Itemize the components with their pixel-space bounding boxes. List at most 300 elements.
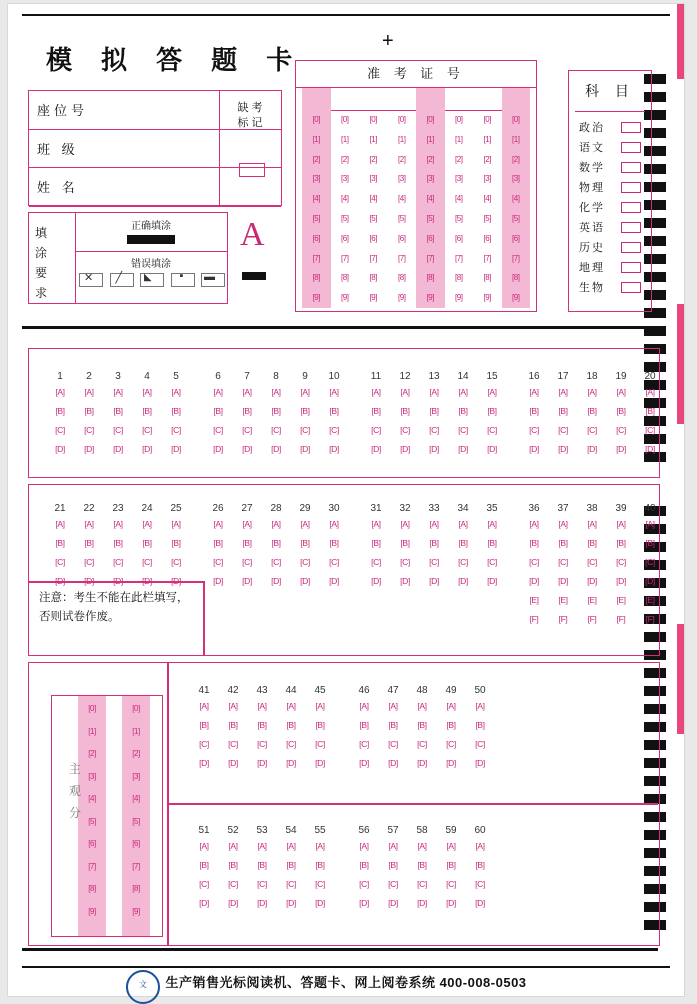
- exam-number-bubble[interactable]: [5]: [341, 213, 349, 223]
- answer-bubble[interactable]: [D]: [558, 444, 568, 454]
- answer-bubble[interactable]: [D]: [199, 758, 209, 768]
- exam-number-bubble[interactable]: [5]: [455, 213, 463, 223]
- exam-number-bubble[interactable]: [6]: [512, 233, 520, 243]
- answer-bubble[interactable]: [C]: [558, 425, 568, 435]
- exam-number-bubble[interactable]: [7]: [512, 253, 520, 263]
- answer-bubble[interactable]: [D]: [446, 898, 456, 908]
- answer-bubble[interactable]: [F]: [645, 614, 655, 624]
- answer-bubble[interactable]: [C]: [300, 557, 310, 567]
- answer-bubble[interactable]: [B]: [388, 860, 398, 870]
- answer-bubble[interactable]: [B]: [242, 406, 252, 416]
- exam-number-bubble[interactable]: [6]: [426, 233, 434, 243]
- answer-bubble[interactable]: [B]: [55, 406, 65, 416]
- exam-number-bubble[interactable]: [8]: [369, 273, 377, 283]
- exam-number-bubble[interactable]: [9]: [426, 293, 434, 303]
- answer-bubble[interactable]: [D]: [400, 444, 410, 454]
- exam-number-bubble[interactable]: [8]: [426, 273, 434, 283]
- answer-bubble[interactable]: [A]: [271, 519, 281, 529]
- answer-bubble[interactable]: [D]: [458, 576, 468, 586]
- answer-bubble[interactable]: [D]: [113, 444, 123, 454]
- exam-number-bubble[interactable]: [3]: [512, 174, 520, 184]
- subject-bubble[interactable]: [621, 162, 641, 173]
- answer-bubble[interactable]: [E]: [587, 595, 597, 605]
- answer-bubble[interactable]: [D]: [487, 576, 497, 586]
- exam-number-bubble[interactable]: [7]: [483, 253, 491, 263]
- answer-bubble[interactable]: [D]: [271, 444, 281, 454]
- subjective-bubble[interactable]: [9]: [132, 906, 140, 916]
- answer-bubble[interactable]: [A]: [171, 387, 181, 397]
- answer-bubble[interactable]: [B]: [400, 406, 410, 416]
- answer-bubble[interactable]: [C]: [171, 557, 181, 567]
- exam-number-bubble[interactable]: [0]: [369, 115, 377, 124]
- subjective-bubble[interactable]: [4]: [132, 794, 140, 803]
- exam-number-bubble[interactable]: [9]: [341, 293, 349, 303]
- exam-number-column[interactable]: [302, 110, 331, 308]
- answer-bubble[interactable]: [B]: [286, 720, 296, 730]
- answer-bubble[interactable]: [B]: [616, 538, 626, 548]
- answer-bubble[interactable]: [D]: [213, 444, 223, 454]
- exam-number-bubble[interactable]: [0]: [512, 115, 520, 124]
- subjective-bubble[interactable]: [1]: [132, 726, 140, 736]
- answer-bubble[interactable]: [F]: [529, 614, 539, 624]
- answer-bubble[interactable]: [D]: [587, 444, 597, 454]
- answer-bubble[interactable]: [A]: [487, 387, 497, 397]
- answer-bubble[interactable]: [C]: [645, 425, 655, 435]
- answer-bubble[interactable]: [A]: [359, 841, 369, 851]
- exam-number-bubble[interactable]: [2]: [512, 154, 520, 164]
- answer-bubble[interactable]: [A]: [558, 387, 568, 397]
- answer-bubble[interactable]: [A]: [142, 519, 152, 529]
- answer-bubble[interactable]: [C]: [458, 425, 468, 435]
- answer-bubble[interactable]: [C]: [300, 425, 310, 435]
- answer-bubble[interactable]: [B]: [587, 538, 597, 548]
- answer-bubble[interactable]: [D]: [286, 758, 296, 768]
- exam-number-bubble[interactable]: [4]: [512, 194, 520, 204]
- answer-bubble[interactable]: [A]: [213, 519, 223, 529]
- answer-bubble[interactable]: [B]: [616, 406, 626, 416]
- answer-bubble[interactable]: [A]: [199, 701, 209, 711]
- answer-bubble[interactable]: [A]: [329, 387, 339, 397]
- subject-bubble[interactable]: [621, 202, 641, 213]
- subjective-bubble[interactable]: [1]: [88, 726, 96, 736]
- exam-number-bubble[interactable]: [4]: [312, 194, 320, 204]
- subjective-bubble[interactable]: [7]: [132, 861, 140, 871]
- exam-number-bubble[interactable]: [4]: [369, 194, 377, 204]
- answer-bubble[interactable]: [B]: [645, 538, 655, 548]
- answer-bubble[interactable]: [B]: [113, 538, 123, 548]
- answer-bubble[interactable]: [C]: [371, 557, 381, 567]
- answer-bubble[interactable]: [B]: [242, 538, 252, 548]
- answer-bubble[interactable]: [B]: [446, 860, 456, 870]
- exam-number-bubble[interactable]: [9]: [512, 293, 520, 303]
- answer-bubble[interactable]: [A]: [242, 387, 252, 397]
- answer-bubble[interactable]: [C]: [487, 425, 497, 435]
- exam-number-bubble[interactable]: [7]: [455, 253, 463, 263]
- exam-number-bubble[interactable]: [1]: [455, 134, 463, 144]
- answer-bubble[interactable]: [C]: [286, 879, 296, 889]
- answer-bubble[interactable]: [D]: [257, 898, 267, 908]
- exam-number-bubble[interactable]: [8]: [341, 273, 349, 283]
- exam-number-bubble[interactable]: [3]: [483, 174, 491, 184]
- answer-block-2[interactable]: [28, 484, 660, 656]
- exam-number-bubble[interactable]: [1]: [483, 134, 491, 144]
- answer-bubble[interactable]: [C]: [329, 425, 339, 435]
- exam-number-bubble[interactable]: [8]: [512, 273, 520, 283]
- answer-bubble[interactable]: [C]: [271, 557, 281, 567]
- answer-bubble[interactable]: [B]: [417, 860, 427, 870]
- absent-bubble[interactable]: [239, 163, 265, 177]
- answer-bubble[interactable]: [B]: [257, 720, 267, 730]
- answer-bubble[interactable]: [A]: [458, 519, 468, 529]
- answer-bubble[interactable]: [C]: [242, 557, 252, 567]
- answer-block-1[interactable]: [28, 348, 660, 478]
- exam-number-bubble[interactable]: [2]: [426, 154, 434, 164]
- answer-bubble[interactable]: [A]: [329, 519, 339, 529]
- answer-bubble[interactable]: [A]: [199, 841, 209, 851]
- exam-number-bubble[interactable]: [8]: [455, 273, 463, 283]
- answer-bubble[interactable]: [C]: [113, 557, 123, 567]
- answer-bubble[interactable]: [B]: [84, 406, 94, 416]
- answer-bubble[interactable]: [D]: [558, 576, 568, 586]
- answer-bubble[interactable]: [A]: [400, 387, 410, 397]
- answer-bubble[interactable]: [B]: [529, 538, 539, 548]
- answer-bubble[interactable]: [B]: [558, 406, 568, 416]
- answer-bubble[interactable]: [A]: [529, 387, 539, 397]
- answer-bubble[interactable]: [D]: [329, 444, 339, 454]
- subjective-bubble[interactable]: [3]: [132, 771, 140, 781]
- exam-number-bubble[interactable]: [1]: [398, 134, 406, 144]
- answer-bubble[interactable]: [A]: [271, 387, 281, 397]
- answer-bubble[interactable]: [D]: [242, 576, 252, 586]
- answer-bubble[interactable]: [A]: [558, 519, 568, 529]
- answer-bubble[interactable]: [F]: [587, 614, 597, 624]
- answer-bubble[interactable]: [C]: [228, 739, 238, 749]
- answer-bubble[interactable]: [B]: [400, 538, 410, 548]
- answer-bubble[interactable]: [B]: [487, 406, 497, 416]
- subjective-bubble[interactable]: [4]: [88, 794, 96, 803]
- answer-bubble[interactable]: [A]: [84, 387, 94, 397]
- subjective-score-box[interactable]: [51, 695, 163, 937]
- answer-bubble[interactable]: [D]: [616, 444, 626, 454]
- answer-bubble[interactable]: [A]: [213, 387, 223, 397]
- subject-bubble[interactable]: [621, 182, 641, 193]
- answer-bubble[interactable]: [D]: [228, 898, 238, 908]
- subjective-bubble[interactable]: [8]: [132, 884, 140, 893]
- answer-bubble[interactable]: [D]: [388, 758, 398, 768]
- answer-bubble[interactable]: [B]: [142, 538, 152, 548]
- answer-bubble[interactable]: [C]: [271, 425, 281, 435]
- exam-number-bubble[interactable]: [7]: [312, 253, 320, 263]
- answer-bubble[interactable]: [B]: [329, 538, 339, 548]
- answer-bubble[interactable]: [B]: [199, 720, 209, 730]
- answer-bubble[interactable]: [D]: [271, 576, 281, 586]
- exam-number-bubble[interactable]: [0]: [483, 115, 491, 124]
- answer-bubble[interactable]: [A]: [400, 519, 410, 529]
- answer-bubble[interactable]: [D]: [400, 576, 410, 586]
- answer-bubble[interactable]: [A]: [300, 387, 310, 397]
- answer-bubble[interactable]: [B]: [199, 860, 209, 870]
- answer-bubble[interactable]: [A]: [315, 701, 325, 711]
- answer-bubble[interactable]: [D]: [475, 758, 485, 768]
- answer-bubble[interactable]: [A]: [315, 841, 325, 851]
- exam-number-bubble[interactable]: [9]: [455, 293, 463, 303]
- answer-bubble[interactable]: [C]: [199, 879, 209, 889]
- answer-bubble[interactable]: [A]: [371, 519, 381, 529]
- exam-number-column[interactable]: [473, 110, 502, 308]
- answer-bubble[interactable]: [A]: [257, 841, 267, 851]
- subjective-bubble[interactable]: [6]: [88, 839, 96, 848]
- answer-bubble[interactable]: [A]: [475, 701, 485, 711]
- answer-bubble[interactable]: [A]: [645, 519, 655, 529]
- answer-bubble[interactable]: [D]: [616, 576, 626, 586]
- answer-bubble[interactable]: [C]: [475, 739, 485, 749]
- answer-bubble[interactable]: [D]: [529, 444, 539, 454]
- exam-number-bubble[interactable]: [0]: [426, 115, 434, 124]
- answer-bubble[interactable]: [A]: [645, 387, 655, 397]
- exam-number-bubble[interactable]: [2]: [455, 154, 463, 164]
- exam-number-bubble[interactable]: [1]: [312, 134, 320, 144]
- answer-bubble[interactable]: [D]: [417, 898, 427, 908]
- answer-bubble[interactable]: [A]: [616, 519, 626, 529]
- subjective-bubble[interactable]: [5]: [132, 816, 140, 826]
- answer-bubble[interactable]: [A]: [487, 519, 497, 529]
- subject-bubble[interactable]: [621, 242, 641, 253]
- exam-number-bubble[interactable]: [5]: [483, 213, 491, 223]
- answer-bubble[interactable]: [A]: [142, 387, 152, 397]
- subjective-bubble[interactable]: [9]: [88, 906, 96, 916]
- subjective-bubble[interactable]: [0]: [88, 704, 96, 713]
- answer-bubble[interactable]: [B]: [487, 538, 497, 548]
- answer-bubble[interactable]: [C]: [359, 739, 369, 749]
- answer-bubble[interactable]: [B]: [171, 538, 181, 548]
- answer-bubble[interactable]: [D]: [417, 758, 427, 768]
- answer-bubble[interactable]: [A]: [587, 387, 597, 397]
- answer-bubble[interactable]: [A]: [429, 387, 439, 397]
- answer-bubble[interactable]: [C]: [446, 739, 456, 749]
- exam-number-bubble[interactable]: [1]: [426, 134, 434, 144]
- answer-block-3[interactable]: [28, 662, 660, 946]
- answer-bubble[interactable]: [C]: [257, 739, 267, 749]
- answer-bubble[interactable]: [C]: [400, 425, 410, 435]
- answer-bubble[interactable]: [D]: [228, 758, 238, 768]
- answer-bubble[interactable]: [C]: [329, 557, 339, 567]
- answer-bubble[interactable]: [C]: [359, 879, 369, 889]
- exam-number-bubble[interactable]: [6]: [369, 233, 377, 243]
- exam-number-columns[interactable]: [302, 110, 530, 308]
- answer-bubble[interactable]: [B]: [257, 860, 267, 870]
- exam-number-bubble[interactable]: [2]: [483, 154, 491, 164]
- answer-bubble[interactable]: [D]: [84, 444, 94, 454]
- answer-bubble[interactable]: [A]: [228, 701, 238, 711]
- exam-number-bubble[interactable]: [6]: [341, 233, 349, 243]
- exam-number-bubble[interactable]: [2]: [312, 154, 320, 164]
- answer-bubble[interactable]: [D]: [475, 898, 485, 908]
- answer-bubble[interactable]: [B]: [213, 406, 223, 416]
- answer-bubble[interactable]: [D]: [142, 444, 152, 454]
- exam-number-bubble[interactable]: [3]: [398, 174, 406, 184]
- exam-number-bubble[interactable]: [6]: [398, 233, 406, 243]
- answer-bubble[interactable]: [D]: [359, 758, 369, 768]
- answer-bubble[interactable]: [C]: [213, 425, 223, 435]
- exam-number-bubble[interactable]: [2]: [369, 154, 377, 164]
- answer-bubble[interactable]: [C]: [645, 557, 655, 567]
- answer-bubble[interactable]: [C]: [458, 557, 468, 567]
- answer-bubble[interactable]: [D]: [645, 576, 655, 586]
- answer-bubble[interactable]: [C]: [315, 739, 325, 749]
- answer-bubble[interactable]: [D]: [286, 898, 296, 908]
- answer-bubble[interactable]: [C]: [587, 557, 597, 567]
- exam-number-bubble[interactable]: [0]: [455, 115, 463, 124]
- answer-bubble[interactable]: [B]: [286, 860, 296, 870]
- exam-number-bubble[interactable]: [0]: [398, 115, 406, 124]
- answer-bubble[interactable]: [D]: [213, 576, 223, 586]
- answer-bubble[interactable]: [B]: [529, 406, 539, 416]
- answer-bubble[interactable]: [B]: [171, 406, 181, 416]
- answer-bubble[interactable]: [C]: [199, 739, 209, 749]
- answer-bubble[interactable]: [C]: [228, 879, 238, 889]
- answer-bubble[interactable]: [B]: [329, 406, 339, 416]
- answer-bubble[interactable]: [C]: [417, 879, 427, 889]
- answer-bubble[interactable]: [D]: [315, 758, 325, 768]
- answer-bubble[interactable]: [B]: [55, 538, 65, 548]
- answer-bubble[interactable]: [A]: [446, 841, 456, 851]
- exam-number-bubble[interactable]: [1]: [341, 134, 349, 144]
- exam-number-column[interactable]: [331, 110, 360, 308]
- answer-bubble[interactable]: [D]: [645, 444, 655, 454]
- exam-number-column[interactable]: [359, 110, 388, 308]
- exam-number-bubble[interactable]: [3]: [369, 174, 377, 184]
- answer-bubble[interactable]: [D]: [300, 444, 310, 454]
- answer-bubble[interactable]: [A]: [84, 519, 94, 529]
- subjective-bubble[interactable]: [6]: [132, 839, 140, 848]
- answer-bubble[interactable]: [A]: [371, 387, 381, 397]
- exam-number-bubble[interactable]: [3]: [455, 174, 463, 184]
- exam-number-bubble[interactable]: [4]: [455, 194, 463, 204]
- exam-number-bubble[interactable]: [2]: [341, 154, 349, 164]
- subject-bubble[interactable]: [621, 142, 641, 153]
- answer-bubble[interactable]: [D]: [371, 576, 381, 586]
- answer-bubble[interactable]: [D]: [55, 444, 65, 454]
- answer-bubble[interactable]: [C]: [446, 879, 456, 889]
- answer-bubble[interactable]: [A]: [388, 841, 398, 851]
- answer-bubble[interactable]: [D]: [429, 576, 439, 586]
- subject-bubble[interactable]: [621, 122, 641, 133]
- subject-bubble[interactable]: [621, 262, 641, 273]
- answer-bubble[interactable]: [D]: [300, 576, 310, 586]
- exam-number-bubble[interactable]: [2]: [398, 154, 406, 164]
- exam-number-bubble[interactable]: [6]: [312, 233, 320, 243]
- answer-bubble[interactable]: [C]: [616, 557, 626, 567]
- exam-number-column[interactable]: [445, 110, 474, 308]
- answer-bubble[interactable]: [B]: [371, 538, 381, 548]
- answer-bubble[interactable]: [B]: [213, 538, 223, 548]
- answer-bubble[interactable]: [C]: [475, 879, 485, 889]
- answer-bubble[interactable]: [A]: [587, 519, 597, 529]
- answer-bubble[interactable]: [B]: [142, 406, 152, 416]
- answer-bubble[interactable]: [B]: [417, 720, 427, 730]
- answer-bubble[interactable]: [D]: [171, 444, 181, 454]
- answer-bubble[interactable]: [D]: [388, 898, 398, 908]
- answer-bubble[interactable]: [C]: [213, 557, 223, 567]
- answer-bubble[interactable]: [A]: [55, 387, 65, 397]
- exam-number-bubble[interactable]: [5]: [426, 213, 434, 223]
- answer-bubble[interactable]: [A]: [113, 519, 123, 529]
- answer-bubble[interactable]: [A]: [257, 701, 267, 711]
- answer-bubble[interactable]: [B]: [300, 538, 310, 548]
- subjective-bubble[interactable]: [2]: [132, 749, 140, 758]
- answer-bubble[interactable]: [A]: [529, 519, 539, 529]
- exam-number-bubble[interactable]: [3]: [312, 174, 320, 184]
- answer-bubble[interactable]: [B]: [475, 720, 485, 730]
- answer-bubble[interactable]: [B]: [271, 538, 281, 548]
- answer-bubble[interactable]: [A]: [458, 387, 468, 397]
- exam-number-bubble[interactable]: [6]: [455, 233, 463, 243]
- answer-bubble[interactable]: [A]: [171, 519, 181, 529]
- exam-number-bubble[interactable]: [5]: [312, 213, 320, 223]
- answer-bubble[interactable]: [D]: [429, 444, 439, 454]
- answer-bubble[interactable]: [C]: [242, 425, 252, 435]
- answer-bubble[interactable]: [B]: [371, 406, 381, 416]
- exam-number-bubble[interactable]: [6]: [483, 233, 491, 243]
- answer-bubble[interactable]: [B]: [429, 538, 439, 548]
- exam-number-bubble[interactable]: [9]: [369, 293, 377, 303]
- answer-bubble[interactable]: [B]: [113, 406, 123, 416]
- answer-bubble[interactable]: [D]: [587, 576, 597, 586]
- exam-number-bubble[interactable]: [7]: [369, 253, 377, 263]
- answer-bubble[interactable]: [B]: [228, 720, 238, 730]
- answer-bubble[interactable]: [C]: [529, 425, 539, 435]
- answer-bubble[interactable]: [C]: [529, 557, 539, 567]
- answer-bubble[interactable]: [D]: [371, 444, 381, 454]
- answer-bubble[interactable]: [A]: [429, 519, 439, 529]
- exam-number-bubble[interactable]: [3]: [426, 174, 434, 184]
- answer-bubble[interactable]: [C]: [388, 879, 398, 889]
- exam-number-bubble[interactable]: [5]: [398, 213, 406, 223]
- answer-bubble[interactable]: [D]: [446, 758, 456, 768]
- exam-number-bubble[interactable]: [1]: [512, 134, 520, 144]
- exam-number-bubble[interactable]: [4]: [483, 194, 491, 204]
- answer-bubble[interactable]: [B]: [228, 860, 238, 870]
- answer-bubble[interactable]: [B]: [388, 720, 398, 730]
- answer-bubble[interactable]: [C]: [142, 425, 152, 435]
- subjective-bubble[interactable]: [0]: [132, 704, 140, 713]
- answer-bubble[interactable]: [E]: [645, 595, 655, 605]
- subjective-bubble[interactable]: [3]: [88, 771, 96, 781]
- answer-bubble[interactable]: [A]: [446, 701, 456, 711]
- answer-bubble[interactable]: [C]: [171, 425, 181, 435]
- answer-bubble[interactable]: [A]: [286, 701, 296, 711]
- answer-bubble[interactable]: [A]: [55, 519, 65, 529]
- answer-bubble[interactable]: [D]: [359, 898, 369, 908]
- answer-bubble[interactable]: [A]: [616, 387, 626, 397]
- answer-bubble[interactable]: [C]: [388, 739, 398, 749]
- exam-number-bubble[interactable]: [8]: [398, 273, 406, 283]
- answer-bubble[interactable]: [A]: [228, 841, 238, 851]
- answer-bubble[interactable]: [A]: [113, 387, 123, 397]
- answer-bubble[interactable]: [D]: [458, 444, 468, 454]
- exam-number-bubble[interactable]: [7]: [398, 253, 406, 263]
- answer-bubble[interactable]: [B]: [458, 538, 468, 548]
- answer-bubble[interactable]: [B]: [300, 406, 310, 416]
- exam-number-bubble[interactable]: [5]: [512, 213, 520, 223]
- answer-bubble[interactable]: [C]: [371, 425, 381, 435]
- answer-bubble[interactable]: [C]: [142, 557, 152, 567]
- exam-number-bubble[interactable]: [9]: [398, 293, 406, 303]
- answer-bubble[interactable]: [B]: [645, 406, 655, 416]
- exam-number-bubble[interactable]: [9]: [312, 293, 320, 303]
- exam-number-column[interactable]: [416, 110, 445, 308]
- answer-bubble[interactable]: [B]: [359, 860, 369, 870]
